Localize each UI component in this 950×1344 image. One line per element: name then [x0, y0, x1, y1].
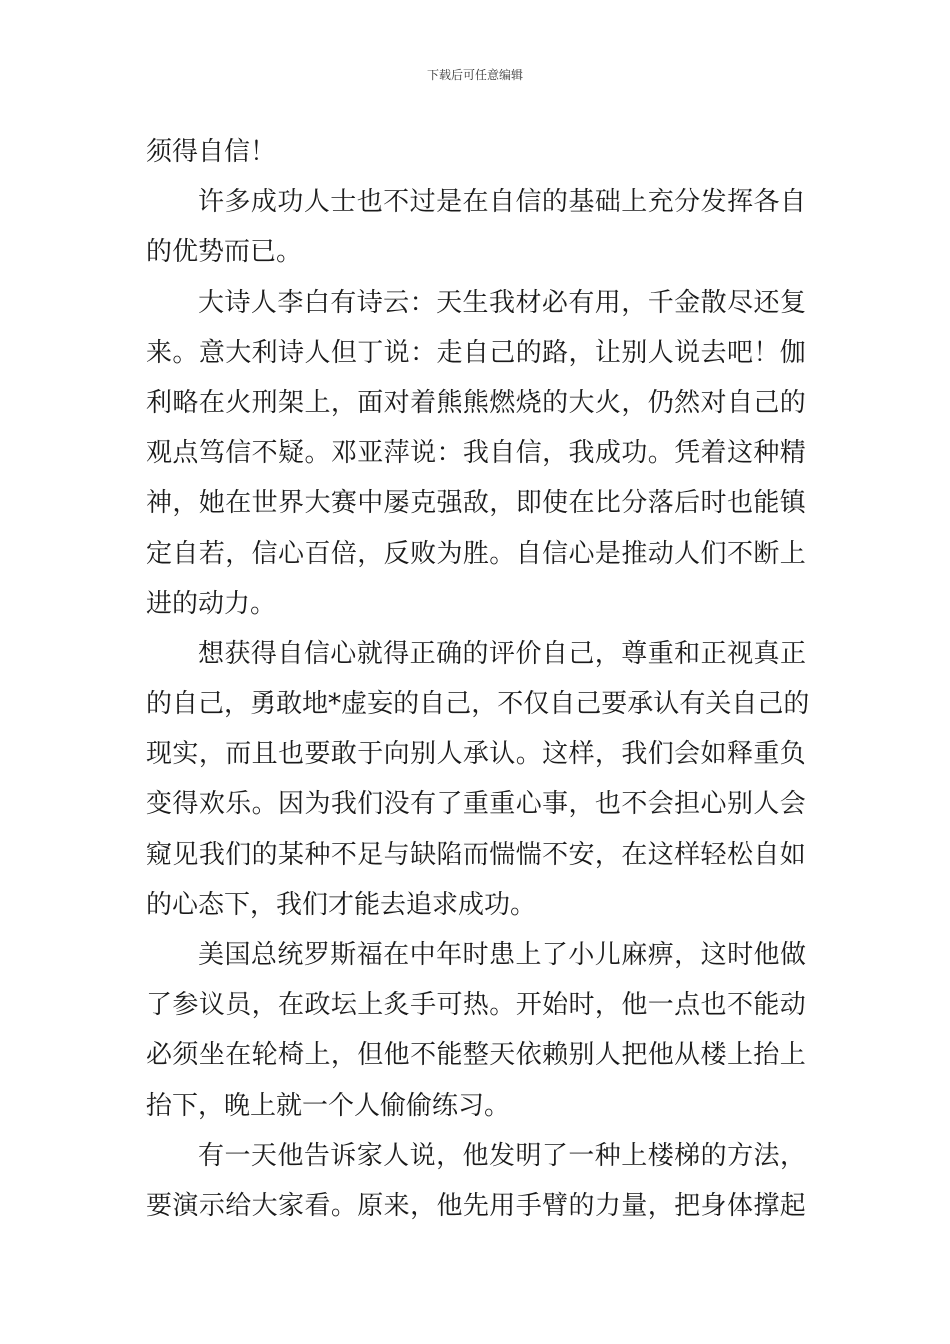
- text-line: 的 自 己 ， 勇 敢 地 * 虚 妄 的 自 己 ， 不 仅 自 己 要 承 认 有 关 自 己 的: [146, 689, 810, 720]
- text-line: 大 诗 人 李 白 有 诗 云 ： 天 生 我 材 必 有 用 ， 千 金 散 尽 还 复: [198, 287, 806, 318]
- document-body: [146, 127, 810, 1231]
- text-line: 要 演 示 给 大 家 看 。 原 来 ， 他 先 用 手 臂 的 力 量 ， 把 身 体 撑 起: [146, 1190, 806, 1221]
- text-line: 变 得 欢 乐 。 因 为 我 们 没 有 了 重 重 心 事 ， 也 不 会 担 心 别 人 会: [146, 789, 806, 820]
- text-line: 许 多 成 功 人 士 也 不 过 是 在 自 信 的 基 础 上 充 分 发 挥 各 自: [198, 187, 806, 218]
- page-header: 下载后可任意编辑: [426, 68, 523, 82]
- text-line: 了 参 议 员 ， 在 政 坛 上 炙 手 可 热 。 开 始 时 ， 他 一 点 也 不 能 动: [146, 990, 806, 1021]
- text-line: 来 。 意 大 利 诗 人 但 丁 说 ： 走 自 己 的 路 ， 让 别 人 说 去 吧 ！ 伽: [146, 337, 806, 368]
- text-line: 进的动力。: [146, 588, 277, 619]
- text-line: 美 国 总 统 罗 斯 福 在 中 年 时 患 上 了 小 儿 麻 痹 ， 这 时 他 做: [198, 940, 806, 970]
- text-line: 想 获 得 自 信 心 就 得 正 确 的 评 价 自 己 ， 尊 重 和 正 视 真 正: [198, 638, 806, 669]
- text-line: 观 点 笃 信 不 疑 。 邓 亚 萍 说 ： 我 自 信 ， 我 成 功 。 凭 着 这 种 精: [146, 438, 806, 469]
- text-line: 的心态下，我们才能去追求成功。: [146, 889, 537, 920]
- text-line: 有 一 天 他 告 诉 家 人 说 ， 他 发 明 了 一 种 上 楼 梯 的 方 法 ，: [198, 1140, 806, 1171]
- text-line: 的优势而已。: [146, 237, 303, 268]
- text-line: 必 须 坐 在 轮 椅 上 ， 但 他 不 能 整 天 依 赖 别 人 把 他 从 楼 上 抬 上: [146, 1040, 806, 1071]
- text-line: 定 自 若 ， 信 心 百 倍 ， 反 败 为 胜 。 自 信 心 是 推 动 人 们 不 断 上: [146, 538, 806, 569]
- text-line: 现 实 ， 而 且 也 要 敢 于 向 别 人 承 认 。 这 样 ， 我 们 会 如 释 重 负: [146, 739, 806, 770]
- text-line: 窥 见 我 们 的 某 种 不 足 与 缺 陷 而 惴 惴 不 安 ， 在 这 样 轻 松 自 如: [146, 839, 806, 870]
- text-line: 抬下，晚上就一个人偷偷练习。: [146, 1090, 511, 1121]
- text-line: 神 ， 她 在 世 界 大 赛 中 屡 克 强 敌 ， 即 使 在 比 分 落 后 时 也 能 镇: [146, 488, 806, 519]
- text-line: 须得自信！: [146, 137, 277, 167]
- text-line: 利 略 在 火 刑 架 上 ， 面 对 着 熊 熊 燃 烧 的 大 火 ， 仍 然 对 自 己 的: [146, 387, 806, 418]
